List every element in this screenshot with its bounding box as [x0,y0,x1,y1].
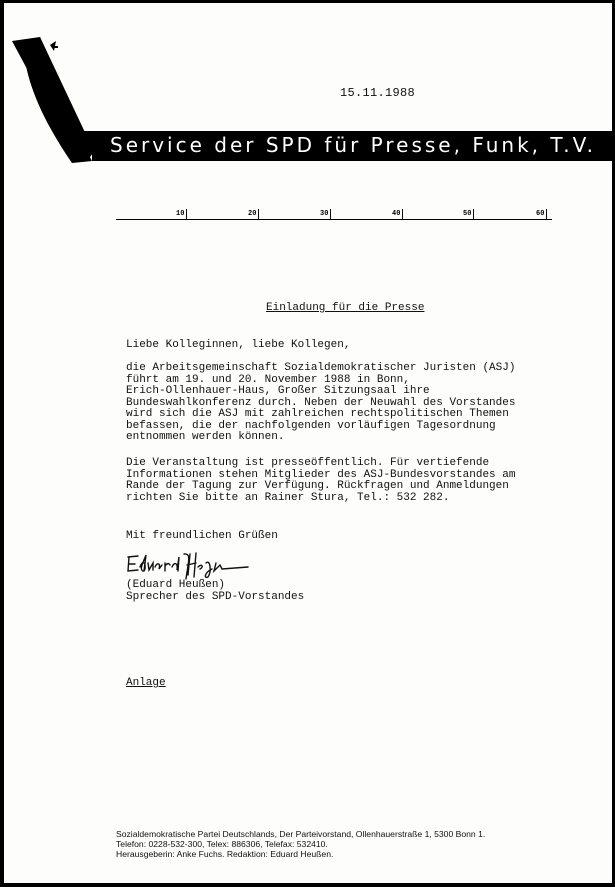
ruler-tick [330,209,331,219]
ruler-tick [546,209,547,219]
ruler-tick [186,209,187,219]
ruler-label: 40 [392,210,401,218]
ruler-tick [258,209,259,219]
paragraph-1-line: entnommen werden können. [126,431,285,443]
signer-title: Sprecher des SPD-Vorstandes [126,590,305,603]
ruler-label: 60 [536,210,545,218]
ruler-label: 10 [176,210,185,218]
paragraph-2-line: Die Veranstaltung ist presseöffentlich. Für vertiefende [126,457,490,469]
ruler-tick [402,209,403,219]
footer-line: Sozialdemokratische Partei Deutschlands, Der Parteivorstand, Ollenhauerstraße 1, 5300 Bonn 1. [116,829,486,839]
paragraph-2-line: richten Sie bitte an Rainer Stura, Tel.: 532 282. [126,491,450,504]
attachment-label: Anlage [126,677,166,689]
paragraph-1-line: wird sich die ASJ mit zahlreichen rechtspolitischen Themen [126,408,509,420]
paragraph-1-line: die Arbeitsgemeinschaft Sozialdemokratischer Juristen (ASJ) [126,362,516,374]
paragraph-2-line: Informationen stehen Mitglieder des ASJ-Bundesvorstandes am [126,468,516,481]
salutation: Liebe Kolleginnen, liebe Kollegen, [126,339,351,351]
ruler-label: 20 [248,210,257,218]
banner-title: Service der SPD für Presse, Funk, T.V. [110,133,597,157]
ruler-label: 50 [463,210,472,218]
ruler-tick [473,209,474,219]
closing: Mit freundlichen Grüßen [126,530,278,542]
letter-title: Einladung für die Presse [266,302,425,314]
typewriter-ruler [116,209,552,220]
date: 15.11.1988 [340,86,416,100]
signer-name: (Eduard Heußen) [126,579,226,591]
ruler-label: 30 [320,210,329,218]
footer [116,829,576,859]
footer-line: Herausgeberin: Anke Fuchs. Redaktion: Eduard Heußen. [116,849,334,859]
letter-page [4,3,612,883]
paragraph-1-line: befassen, die der nachfolgenden vorläufigen Tagesordnung [126,419,496,432]
paragraph-1-line: führt am 19. und 20. November 1988 in Bonn, [126,373,410,386]
footer-line: Telefon: 0228-532-300, Telex: 886306, Telefax: 532410. [116,839,328,849]
paragraph-1-line: Bundeswahlkonferenz durch. Neben der Neuwahl des Vorstandes [126,396,516,409]
handwritten-signature [124,549,254,581]
paragraph-1-line: Erich-Ollenhauer-Haus, Großer Sitzungsaal ihre [126,385,430,397]
paragraph-2-line: Rande der Tagung zur Verfügung. Rückfragen und Anmeldungen [126,480,509,492]
